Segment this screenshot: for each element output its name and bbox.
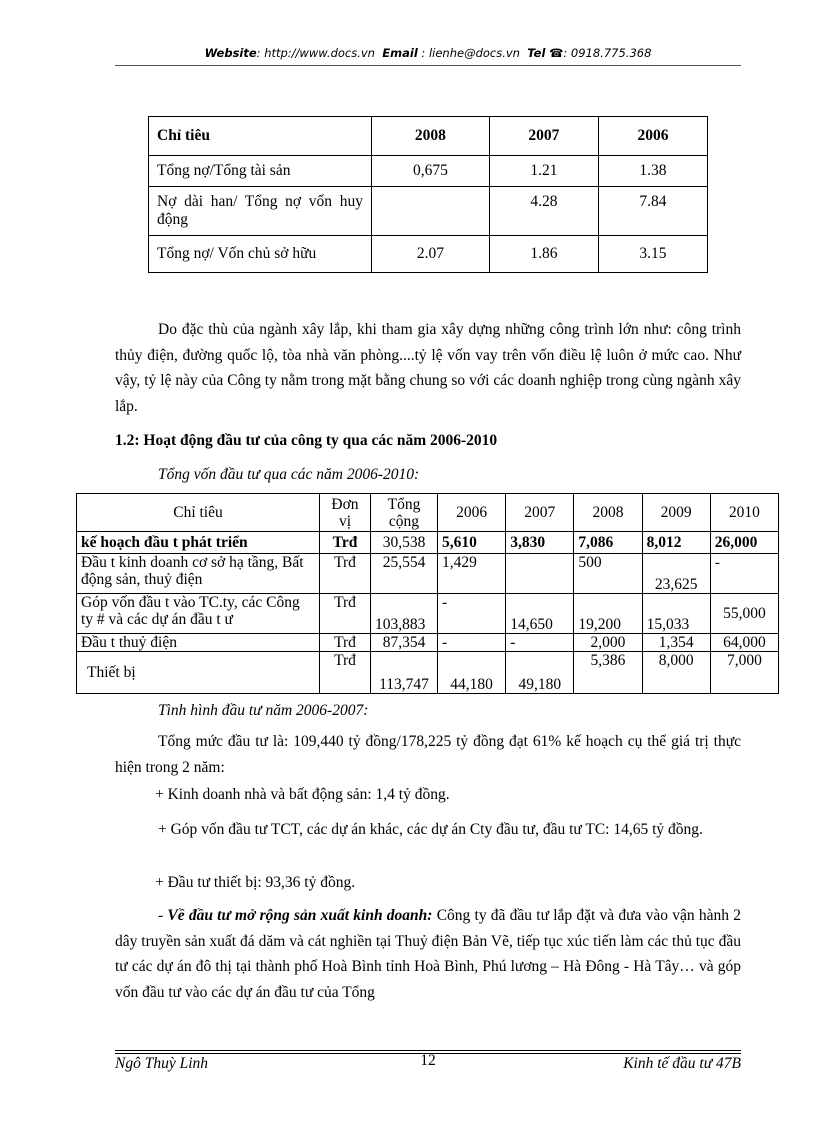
table-cell: Trđ xyxy=(320,652,371,694)
bullet-item: + Góp vốn đầu tư TCT, các dự án khác, các dự án Cty đầu tư, đầu tư TC: 14,65 tỷ đồng. xyxy=(158,821,703,838)
header-cell: 2008 xyxy=(372,117,490,156)
tel-label: Tel xyxy=(527,46,546,60)
header-divider xyxy=(115,65,741,66)
table-cell: 0,675 xyxy=(372,156,490,187)
header-cell: 2006 xyxy=(598,117,707,156)
table-cell: 1,429 xyxy=(438,554,506,594)
paragraph: Tổng mức đầu tư là: 109,440 tỷ đồng/178,225 tỷ đồng đạt 61% kế hoạch cụ thể giá trị thực hiện trong 2 năm: xyxy=(115,733,741,776)
header-cell: 2007 xyxy=(489,117,598,156)
header-cell: 2009 xyxy=(642,494,710,532)
table-cell: 87,354 xyxy=(371,634,438,652)
header-cell: Đơn vị xyxy=(320,494,371,532)
table-cell: 2,000 xyxy=(574,634,642,652)
email-label: Email xyxy=(382,46,418,60)
table-cell: - xyxy=(710,554,778,594)
header-cell: 2007 xyxy=(506,494,574,532)
website-value: : http://www.docs.vn xyxy=(256,46,375,60)
ratio-table xyxy=(148,116,708,273)
table-cell: 25,554 xyxy=(371,554,438,594)
table-cell: 23,625 xyxy=(642,554,710,594)
table-cell: 5,610 xyxy=(438,532,506,554)
table-header-row xyxy=(77,494,779,532)
investment-table xyxy=(76,493,779,694)
table-cell xyxy=(372,187,490,236)
table-row xyxy=(77,652,779,694)
table-cell: 19,200 xyxy=(574,594,642,634)
table-cell: 5,386 xyxy=(574,652,642,694)
table-cell: - xyxy=(438,594,506,634)
table-cell: Góp vốn đầu t vào TC.ty, các Công ty # và các dự án đầu t ư xyxy=(77,594,320,634)
table-cell: Nợ dài han/ Tổng nợ vốn huy động xyxy=(149,187,372,236)
table-cell: 26,000 xyxy=(710,532,778,554)
table-cell: kế hoạch đầu t phát triển xyxy=(77,532,320,554)
table-cell: 7,000 xyxy=(710,652,778,694)
table-cell: Trđ xyxy=(320,554,371,594)
table-cell: Đầu t kinh doanh cơ sở hạ tầng, Bất động sản, thuỷ điện xyxy=(77,554,320,594)
bullet-item: + Kinh doanh nhà và bất động sản: 1,4 tỷ đồng. xyxy=(155,786,450,803)
header-cell: 2008 xyxy=(574,494,642,532)
page-number: 12 xyxy=(420,1052,436,1069)
table-cell: 1.38 xyxy=(598,156,707,187)
tel-value: : 0918.775.368 xyxy=(563,46,652,60)
table-row xyxy=(77,532,779,554)
table-row xyxy=(77,634,779,652)
table-cell: 113,747 xyxy=(371,652,438,694)
table-cell: 49,180 xyxy=(506,652,574,694)
table-cell: Tổng nợ/Tổng tài sản xyxy=(149,156,372,187)
paragraph-text: Công ty đã đầu tư lắp đặt và đưa vào vận hành 2 dây truyền sản xuất đá dăm và cát nghiền tại Thuỷ điện Bản Vẽ, tiếp tục xúc tiến làm các thủ tục đầu tư các dự án đô thị tại thành phố Hoà Bình tỉnh Hoà Bình, Phú lương – Hà Đông - Hà Tây… và góp vốn đầu tư vào các dự án đầu tư của Tổng xyxy=(115,907,741,1001)
table-row xyxy=(149,187,708,236)
table-cell: Trđ xyxy=(320,532,371,554)
table-cell: 7,086 xyxy=(574,532,642,554)
table-cell: 14,650 xyxy=(506,594,574,634)
table-cell: Thiết bị xyxy=(77,652,320,694)
table-caption: Tổng vốn đầu tư qua các năm 2006-2010: xyxy=(158,466,420,483)
table-cell: Trđ xyxy=(320,594,371,634)
header-cell: Tổng cộng xyxy=(371,494,438,532)
table-cell: Trđ xyxy=(320,634,371,652)
table-cell: 1.21 xyxy=(489,156,598,187)
table-cell: 500 xyxy=(574,554,642,594)
table-cell: - xyxy=(506,634,574,652)
page-header xyxy=(115,46,741,60)
table-row xyxy=(149,156,708,187)
telephone-icon: ☎ xyxy=(549,46,564,60)
table-cell: 30,538 xyxy=(371,532,438,554)
header-cell: Chỉ tiêu xyxy=(149,117,372,156)
table-row xyxy=(149,236,708,273)
table-cell: 2.07 xyxy=(372,236,490,273)
header-cell: Chỉ tiêu xyxy=(77,494,320,532)
table-header-row xyxy=(149,117,708,156)
table-cell: 44,180 xyxy=(438,652,506,694)
table-row xyxy=(77,554,779,594)
website-label: Website xyxy=(204,46,257,60)
table-cell: 55,000 xyxy=(710,594,778,634)
table-cell: 4.28 xyxy=(489,187,598,236)
table-cell: 1,354 xyxy=(642,634,710,652)
table-cell: 15,033 xyxy=(642,594,710,634)
bullet-item: + Đầu tư thiết bị: 93,36 tỷ đồng. xyxy=(155,874,356,891)
paragraph xyxy=(115,903,741,1005)
table-cell xyxy=(506,554,574,594)
bold-lead: Về đầu tư mở rộng sản xuất kinh doanh: xyxy=(167,907,433,924)
email-value: : lienhe@docs.vn xyxy=(421,46,520,60)
table-cell: 64,000 xyxy=(710,634,778,652)
table-cell: 3.15 xyxy=(598,236,707,273)
dash-prefix: - xyxy=(158,907,168,924)
table-cell: 7.84 xyxy=(598,187,707,236)
table-row xyxy=(77,594,779,634)
footer-course: Kinh tế đầu tư 47B xyxy=(623,1055,741,1072)
table-cell: 3,830 xyxy=(506,532,574,554)
footer-divider xyxy=(115,1050,741,1051)
section-heading: 1.2: Hoạt động đầu tư của công ty qua các năm 2006-2010 xyxy=(115,432,498,449)
table-cell: Tổng nợ/ Vốn chủ sở hữu xyxy=(149,236,372,273)
paragraph: Do đặc thù của ngành xây lắp, khi tham gia xây dựng những công trình lớn như: công trình thủy điện, đường quốc lộ, tòa nhà văn phòng....tỷ lệ vốn vay trên vốn điều lệ luôn ở mức cao. Như vậy, tỷ lệ này của Công ty nằm trong mặt bằng chung so với các doanh nghiệp trong cùng ngành xây lắp. xyxy=(115,321,741,415)
header-cell: 2010 xyxy=(710,494,778,532)
footer-author: Ngô Thuỳ Linh xyxy=(115,1055,209,1072)
table-cell: 8,012 xyxy=(642,532,710,554)
subsection-caption: Tình hình đầu tư năm 2006-2007: xyxy=(158,702,369,719)
table-cell: 1.86 xyxy=(489,236,598,273)
table-cell: - xyxy=(438,634,506,652)
header-cell: 2006 xyxy=(438,494,506,532)
table-cell: 8,000 xyxy=(642,652,710,694)
table-cell: 103,883 xyxy=(371,594,438,634)
table-cell: Đầu t thuỷ điện xyxy=(77,634,320,652)
